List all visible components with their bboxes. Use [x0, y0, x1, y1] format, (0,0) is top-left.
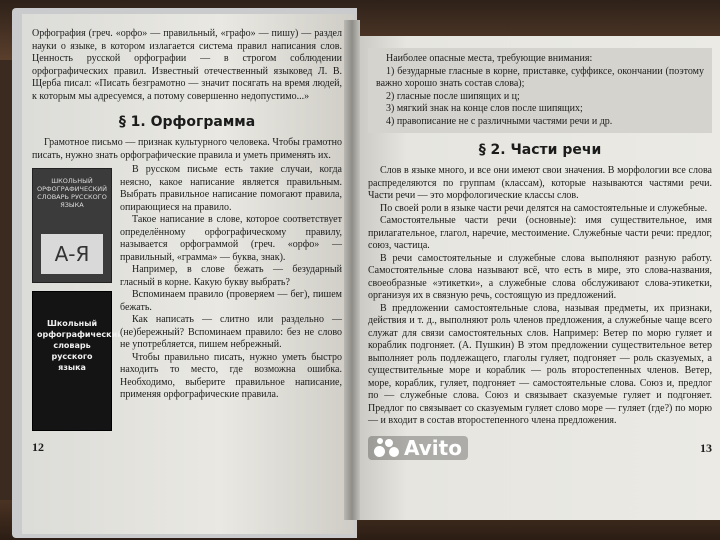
dictionary-cover-image-1	[32, 168, 112, 283]
book-title: Школьный орфографический словарь русского языка	[37, 319, 123, 372]
paragraph: В предложении самостоятельные слова, называя предметы, их признаки, действия и т. д., выполняют роль членов предложения, а служебные чаще всего служат для связи самостоятельных слов. Например: Ветер по морю гуляет и кораблик подгоняет. (А. Пушкин) В этом предложении существительное ветер выполняет роль подлежащего, глаголы гуляет, подгоняет — роль сказуемых, а существительные море и кораблик — роль второстепенных членов. Ветер, море, кораблик, гуляет, подгоняет — самостоятельные слова. Союз и, предлог по — служебные слова. Союз и связывает сказуемые гуляет и подгоняет. Предлог по связывает со сказуемым гуляет слово море — гуляет (где?) по морю — и входит в состав второстепенного члена предложения.	[368, 302, 712, 426]
right-page-content	[368, 48, 712, 460]
paragraph: Чтобы правильно писать, нужно уметь быстро находить то место, где возможна ошибка. Необходимо, выберите правильное написание, применяя орфографические правила.	[120, 351, 342, 400]
left-text-column	[120, 164, 342, 431]
dictionary-cover-image-2	[32, 291, 123, 431]
list-intro: Наиболее опасные места, требующие внимания:	[386, 53, 593, 64]
section-2-heading: § 2. Части речи	[478, 142, 602, 158]
dictionary-images	[32, 164, 123, 431]
right-footer	[368, 436, 712, 460]
paragraph: По своей роли в языке части речи делятся на самостоятельные и служебные.	[380, 202, 708, 214]
left-footer	[32, 439, 342, 455]
book-title: ШКОЛЬНЫЙ ОРФОГРАФИЧЕСКИЙ СЛОВАРЬ РУССКОГО ЯЗЫКА	[37, 177, 107, 209]
watermark-text: Avito	[404, 435, 462, 460]
list-item: 1) безударные гласные в корне, приставке, суффиксе, окончании (поэтому важно хорошо знать состав слова);	[376, 65, 704, 89]
avito-logo-icon	[374, 437, 400, 459]
left-page-body	[32, 164, 342, 431]
page-number-right: 13	[700, 440, 712, 455]
paragraph: В речи самостоятельные и служебные слова выполняют разную работу. Самостоятельные слова называют всё, что есть в мире, это слова-названия, своеобразные «этикетки», а служебные слова обслуживают слова-этикетки, организуя их в связную речь, состоящую из предложений.	[368, 252, 712, 301]
right-page-body	[368, 165, 712, 428]
paragraph: Грамотное письмо — признак культурного человека. Чтобы грамотно писать, нужно знать орфографические правила и уметь применять их.	[32, 137, 342, 161]
paragraph: В русском письме есть такие случаи, когда неясно, какое написание является правильным. Выбрать правильное написание помогают правила, опирающиеся на правило.	[120, 164, 342, 213]
dangerous-places-list	[368, 48, 712, 133]
section-1-heading: § 1. Орфограмма	[118, 114, 256, 130]
paragraph: Например, в слове бежать — безударный гласный в корне. Какую букву выбрать?	[120, 264, 342, 288]
book-letters: А-Я	[41, 234, 103, 274]
avito-watermark	[368, 436, 468, 460]
list-item: 4) правописание не с различными частями речи и др.	[386, 115, 613, 127]
list-item: 2) гласные после шипящих и ц;	[386, 90, 520, 102]
list-item: 3) мягкий знак на конце слов после шипящих;	[386, 103, 583, 114]
orthography-intro: Орфография (греч. «орфо» — правильный, «графо» — пишу) — раздел науки о языке, в котором излагается система правил написания слов. Ценность русской орфографии — в строгом соблюдении орфографических правил. Известный отечественный языковед Л. В. Щерба писал: «Писать безграмотно — значит посягать на время людей, к которым мы адресуемся, а потому совершенно недопустимо...»	[32, 28, 342, 102]
page-number-left: 12	[32, 440, 44, 454]
paragraph: Такое написание в слове, которое соответствует определённому орфографическому правилу, называется орфограммой (греч. «орфо» — правильный, «грамма» — буква, знак).	[120, 214, 342, 263]
book-spine-gutter	[344, 20, 360, 520]
paragraph: Самостоятельные части речи (основные): имя существительное, имя прилагательное, глагол, наречие, местоимение. Служебные части речи: предлог, союз, частица.	[368, 215, 712, 251]
paragraph: Слов в языке много, и все они имеют свои значения. В морфологии все слова распределяются по группам (классам), которые называются частями речи. Части речи — это морфологические классы слов.	[368, 165, 712, 201]
left-page-content	[32, 28, 342, 455]
paragraph: Вспоминаем правило (проверяем — бег), пишем бежать.	[120, 289, 342, 313]
paragraph: Как написать — слитно или раздельно — (не)бережный? Вспоминаем правило: без не слово не употребляется, пишем небрежный.	[120, 314, 342, 350]
